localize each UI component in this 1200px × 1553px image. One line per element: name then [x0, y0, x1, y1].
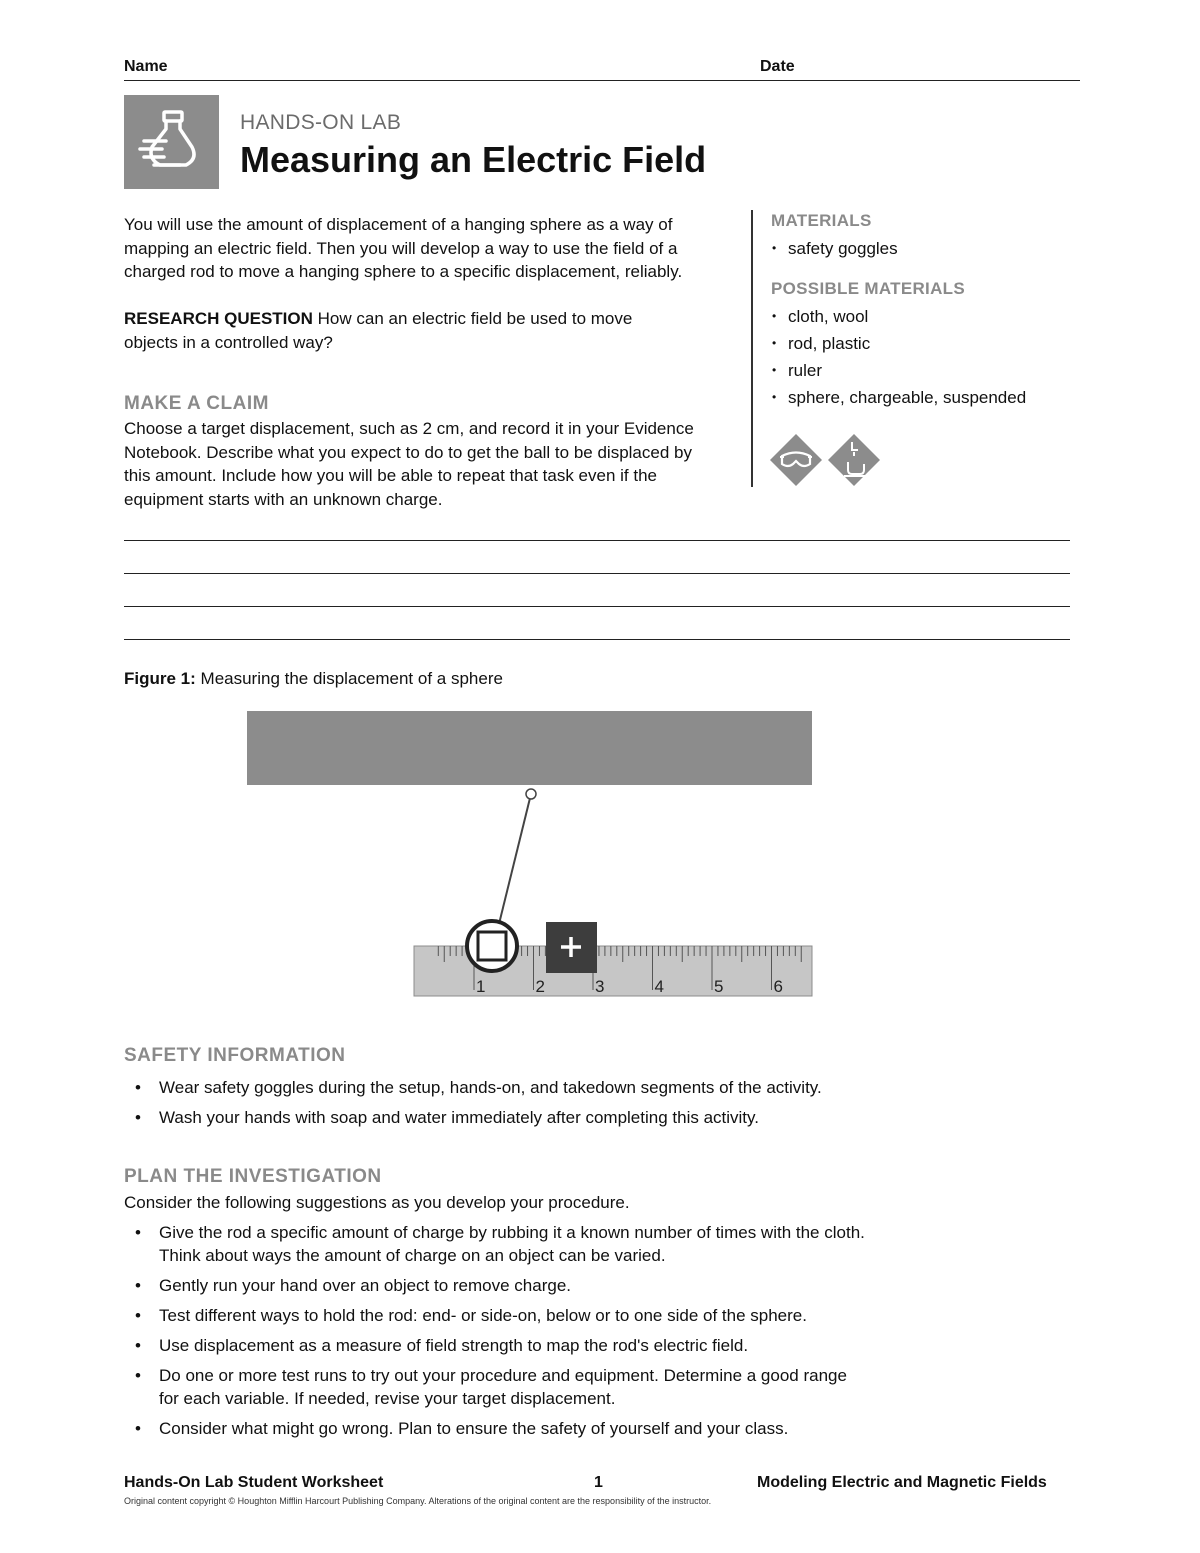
ruler-tick-label: 5: [714, 977, 724, 996]
plan-intro: Consider the following suggestions as you develop your procedure.: [124, 1193, 630, 1212]
answer-line[interactable]: [124, 573, 1070, 574]
materials-divider: [751, 210, 753, 487]
safety-list: [124, 1076, 1074, 1136]
possible-materials-item: • rod, plastic: [771, 330, 1026, 357]
safety-icons: [768, 432, 884, 488]
square-marker-icon: [478, 932, 506, 960]
intro-line: You will use the amount of displacement of a hanging sphere as a way of: [124, 215, 673, 234]
plan-item: • Consider what might go wrong. Plan to ensure the safety of yourself and your class.: [124, 1417, 1074, 1440]
safety-item: • Wear safety goggles during the setup, hands-on, and takedown segments of the activity.: [124, 1076, 1074, 1099]
claim-line: this amount. Include how you will be able to repeat that task even if the: [124, 466, 657, 485]
ruler-tick-label: 2: [535, 977, 545, 996]
safety-heading: SAFETY INFORMATION: [124, 1045, 346, 1066]
materials-item: • safety goggles: [771, 235, 898, 262]
research-question-label: RESEARCH QUESTION: [124, 309, 313, 328]
plan-list: [124, 1221, 1074, 1447]
answer-line[interactable]: [124, 606, 1070, 607]
possible-materials-item: • cloth, wool: [771, 303, 1026, 330]
claim-line: equipment starts with an unknown charge.: [124, 489, 443, 509]
hand-wash-icon: [828, 434, 880, 486]
lab-icon-box: [124, 95, 219, 189]
research-question-text-2: objects in a controlled way?: [124, 332, 333, 352]
plan-item: • Use displacement as a measure of field strength to map the rod's electric field.: [124, 1334, 1074, 1357]
page-title: Measuring an Electric Field: [240, 139, 707, 180]
ruler-tick-label: 3: [595, 977, 605, 996]
claim-paragraph: [124, 417, 744, 511]
claim-line: Notebook. Describe what you expect to do to get the ball to be displaced by: [124, 442, 692, 462]
goggles-icon: [770, 434, 822, 486]
possible-materials-heading: POSSIBLE MATERIALS: [771, 279, 965, 298]
plan-item: • Do one or more test runs to try out your procedure and equipment. Determine a good range for each variable. If needed, revise your target displacement.: [124, 1364, 1074, 1410]
string: [498, 794, 531, 928]
claim-heading: MAKE A CLAIM: [124, 393, 269, 414]
plan-item: • Test different ways to hold the rod: end- or side-on, below or to one side of the sphere.: [124, 1304, 1074, 1327]
plan-heading: PLAN THE INVESTIGATION: [124, 1166, 382, 1187]
materials-list: [771, 235, 898, 262]
intro-line: mapping an electric field. Then you will develop a way to use the field of a: [124, 238, 678, 258]
pivot: [526, 789, 536, 799]
answer-line[interactable]: [124, 639, 1070, 640]
figure-caption-text: Measuring the displacement of a sphere: [200, 669, 503, 688]
name-label: Name: [124, 58, 168, 75]
header-rule: [124, 80, 1080, 81]
possible-materials-item: • sphere, chargeable, suspended: [771, 384, 1026, 411]
copyright-notice: Original content copyright © Houghton Mifflin Harcourt Publishing Company. Alterations of the original content are the responsibility of the instructor.: [124, 1496, 712, 1506]
possible-materials-list: [771, 303, 1026, 411]
plan-item: • Gently run your hand over an object to remove charge.: [124, 1274, 1074, 1297]
ruler-tick-label: 4: [654, 977, 664, 996]
safety-item: • Wash your hands with soap and water immediately after completing this activity.: [124, 1106, 1074, 1129]
lab-flask-hand-icon: [124, 95, 219, 189]
answer-line[interactable]: [124, 540, 1070, 541]
ruler-tick-label: 1: [476, 977, 486, 996]
page-number: 1: [594, 1474, 603, 1491]
figure-label: Figure 1:: [124, 669, 196, 688]
figure-illustration: [246, 710, 814, 1002]
figure-caption: [124, 667, 503, 691]
lab-eyebrow: HANDS-ON LAB: [240, 111, 402, 134]
materials-heading: MATERIALS: [771, 211, 872, 230]
footer-right: Modeling Electric and Magnetic Fields: [757, 1474, 1047, 1491]
plan-item: • Give the rod a specific amount of charge by rubbing it a known number of times with the cloth. Think about ways the amount of charge on an object can be varied.: [124, 1221, 1074, 1267]
research-question-text: How can an electric field be used to move: [317, 309, 633, 328]
ruler-tick-label: 6: [773, 977, 783, 996]
date-label: Date: [760, 58, 795, 75]
claim-line: Choose a target displacement, such as 2 cm, and record it in your Evidence: [124, 419, 694, 438]
intro-line: charged rod to move a hanging sphere to a specific displacement, reliably.: [124, 262, 683, 281]
support-bar: [247, 711, 812, 785]
intro-paragraph: [124, 213, 744, 284]
research-question: [124, 307, 744, 354]
footer-left: Hands-On Lab Student Worksheet: [124, 1474, 384, 1491]
possible-materials-item: • ruler: [771, 357, 1026, 384]
